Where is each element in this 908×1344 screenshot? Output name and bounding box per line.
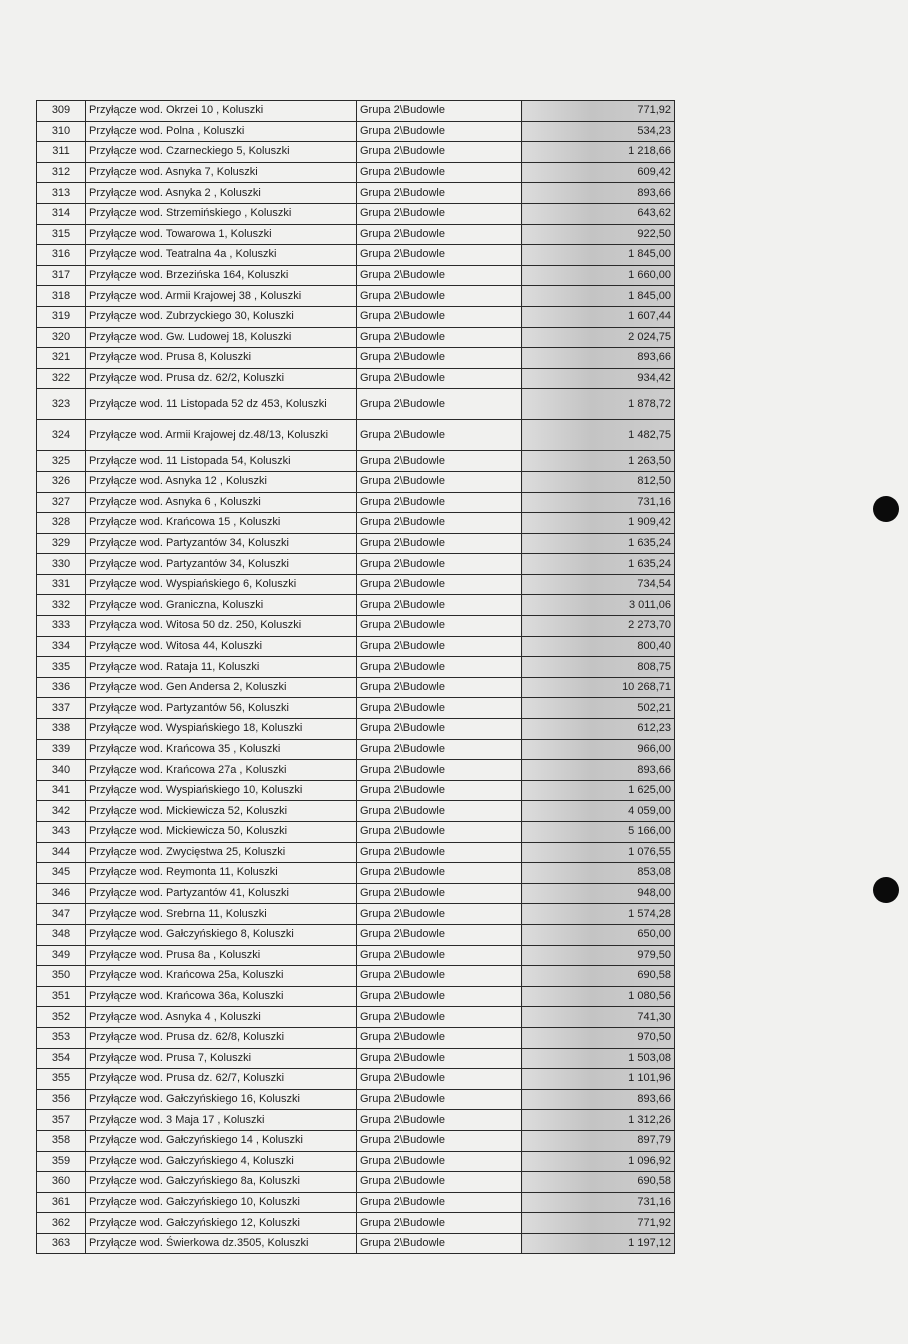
asset-value: 771,92 — [522, 1213, 675, 1234]
asset-value: 1 312,26 — [522, 1110, 675, 1131]
asset-name: Przyłącze wod. Zwycięstwa 25, Koluszki — [86, 842, 357, 863]
asset-value: 731,16 — [522, 492, 675, 513]
row-number: 323 — [37, 389, 86, 420]
asset-name: Przyłącze wod. Partyzantów 34, Koluszki — [86, 533, 357, 554]
asset-name: Przyłącze wod. Prusa dz. 62/7, Koluszki — [86, 1069, 357, 1090]
asset-value: 1 218,66 — [522, 142, 675, 163]
row-number: 313 — [37, 183, 86, 204]
asset-name: Przyłącze wod. Armii Krajowej 38 , Koluszki — [86, 286, 357, 307]
row-number: 314 — [37, 203, 86, 224]
asset-name: Przyłącza wod. Witosa 50 dz. 250, Koluszki — [86, 616, 357, 637]
asset-value: 612,23 — [522, 719, 675, 740]
table-row — [37, 389, 675, 420]
table-row — [37, 986, 675, 1007]
row-number: 340 — [37, 760, 86, 781]
table-row — [37, 183, 675, 204]
asset-name: Przyłącze wod. Brzezińska 164, Koluszki — [86, 265, 357, 286]
asset-value: 966,00 — [522, 739, 675, 760]
asset-name: Przyłącze wod. Witosa 44, Koluszki — [86, 636, 357, 657]
asset-value: 893,66 — [522, 760, 675, 781]
table-row — [37, 1069, 675, 1090]
asset-name: Przyłącze wod. Krańcowa 15 , Koluszki — [86, 513, 357, 534]
asset-group: Grupa 2\Budowle — [357, 1110, 522, 1131]
asset-name: Przyłącze wod. Krańcowa 36a, Koluszki — [86, 986, 357, 1007]
asset-value: 1 101,96 — [522, 1069, 675, 1090]
table-row — [37, 574, 675, 595]
asset-group: Grupa 2\Budowle — [357, 842, 522, 863]
row-number: 354 — [37, 1048, 86, 1069]
asset-name: Przyłącze wod. Partyzantów 34, Koluszki — [86, 554, 357, 575]
row-number: 332 — [37, 595, 86, 616]
row-number: 333 — [37, 616, 86, 637]
asset-value: 5 166,00 — [522, 822, 675, 843]
table-row — [37, 245, 675, 266]
asset-group: Grupa 2\Budowle — [357, 327, 522, 348]
row-number: 348 — [37, 924, 86, 945]
table-row — [37, 286, 675, 307]
asset-name: Przyłącze wod. Armii Krajowej dz.48/13, Koluszki — [86, 420, 357, 451]
table-row — [37, 636, 675, 657]
asset-group: Grupa 2\Budowle — [357, 801, 522, 822]
asset-name: Przyłącze wod. Wyspiańskiego 18, Koluszki — [86, 719, 357, 740]
asset-name: Przyłącze wod. Krańcowa 27a , Koluszki — [86, 760, 357, 781]
row-number: 328 — [37, 513, 86, 534]
asset-name: Przyłącze wod. Gałczyńskiego 4, Koluszki — [86, 1151, 357, 1172]
asset-group: Grupa 2\Budowle — [357, 183, 522, 204]
asset-value: 1 503,08 — [522, 1048, 675, 1069]
asset-name: Przyłącze wod. Gałczyńskiego 10, Koluszki — [86, 1192, 357, 1213]
table-row — [37, 1007, 675, 1028]
table-row — [37, 780, 675, 801]
row-number: 350 — [37, 966, 86, 987]
row-number: 337 — [37, 698, 86, 719]
row-number: 312 — [37, 162, 86, 183]
table-row — [37, 265, 675, 286]
asset-group: Grupa 2\Budowle — [357, 1233, 522, 1254]
asset-group: Grupa 2\Budowle — [357, 1069, 522, 1090]
asset-group: Grupa 2\Budowle — [357, 677, 522, 698]
table-row — [37, 224, 675, 245]
asset-name: Przyłącze wod. Srebrna 11, Koluszki — [86, 904, 357, 925]
asset-value: 609,42 — [522, 162, 675, 183]
row-number: 351 — [37, 986, 86, 1007]
table-row — [37, 677, 675, 698]
asset-name: Przyłącze wod. Asnyka 7, Koluszki — [86, 162, 357, 183]
asset-value: 3 011,06 — [522, 595, 675, 616]
asset-group: Grupa 2\Budowle — [357, 945, 522, 966]
table-row — [37, 801, 675, 822]
asset-group: Grupa 2\Budowle — [357, 616, 522, 637]
asset-group: Grupa 2\Budowle — [357, 420, 522, 451]
table-row — [37, 368, 675, 389]
row-number: 316 — [37, 245, 86, 266]
asset-value: 1 635,24 — [522, 533, 675, 554]
asset-name: Przyłącze wod. Gw. Ludowej 18, Koluszki — [86, 327, 357, 348]
table-row — [37, 420, 675, 451]
asset-group: Grupa 2\Budowle — [357, 924, 522, 945]
asset-value: 1 845,00 — [522, 245, 675, 266]
table-row — [37, 698, 675, 719]
row-number: 349 — [37, 945, 86, 966]
asset-group: Grupa 2\Budowle — [357, 121, 522, 142]
table-row — [37, 595, 675, 616]
asset-name: Przyłącze wod. Mickiewicza 50, Koluszki — [86, 822, 357, 843]
table-row — [37, 1110, 675, 1131]
asset-group: Grupa 2\Budowle — [357, 883, 522, 904]
asset-value: 734,54 — [522, 574, 675, 595]
row-number: 341 — [37, 780, 86, 801]
table-row — [37, 1213, 675, 1234]
row-number: 352 — [37, 1007, 86, 1028]
asset-table — [36, 100, 675, 1254]
table-row — [37, 863, 675, 884]
table-row — [37, 822, 675, 843]
asset-group: Grupa 2\Budowle — [357, 142, 522, 163]
row-number: 331 — [37, 574, 86, 595]
asset-value: 4 059,00 — [522, 801, 675, 822]
asset-name: Przyłącze wod. Krańcowa 25a, Koluszki — [86, 966, 357, 987]
asset-name: Przyłącze wod. Czarneckiego 5, Koluszki — [86, 142, 357, 163]
row-number: 329 — [37, 533, 86, 554]
asset-table-body — [37, 101, 675, 1254]
asset-value: 650,00 — [522, 924, 675, 945]
asset-value: 2 273,70 — [522, 616, 675, 637]
asset-name: Przyłącze wod. Towarowa 1, Koluszki — [86, 224, 357, 245]
asset-name: Przyłącze wod. Polna , Koluszki — [86, 121, 357, 142]
asset-group: Grupa 2\Budowle — [357, 286, 522, 307]
asset-value: 2 024,75 — [522, 327, 675, 348]
asset-value: 948,00 — [522, 883, 675, 904]
asset-value: 979,50 — [522, 945, 675, 966]
asset-value: 534,23 — [522, 121, 675, 142]
row-number: 355 — [37, 1069, 86, 1090]
table-row — [37, 1233, 675, 1254]
row-number: 326 — [37, 471, 86, 492]
asset-group: Grupa 2\Budowle — [357, 719, 522, 740]
asset-name: Przyłącze wod. Zubrzyckiego 30, Koluszki — [86, 306, 357, 327]
asset-name: Przyłącze wod. Gałczyńskiego 8a, Koluszki — [86, 1172, 357, 1193]
asset-group: Grupa 2\Budowle — [357, 636, 522, 657]
asset-value: 1 197,12 — [522, 1233, 675, 1254]
asset-name: Przyłącze wod. Prusa dz. 62/8, Koluszki — [86, 1027, 357, 1048]
asset-value: 800,40 — [522, 636, 675, 657]
asset-name: Przyłącze wod. Okrzei 10 , Koluszki — [86, 101, 357, 122]
asset-group: Grupa 2\Budowle — [357, 698, 522, 719]
asset-value: 897,79 — [522, 1130, 675, 1151]
asset-group: Grupa 2\Budowle — [357, 533, 522, 554]
table-row — [37, 739, 675, 760]
asset-group: Grupa 2\Budowle — [357, 1089, 522, 1110]
asset-name: Przyłącze wod. Reymonta 11, Koluszki — [86, 863, 357, 884]
asset-value: 1 080,56 — [522, 986, 675, 1007]
asset-name: Przyłącze wod. Prusa 8a , Koluszki — [86, 945, 357, 966]
asset-group: Grupa 2\Budowle — [357, 101, 522, 122]
asset-value: 812,50 — [522, 471, 675, 492]
table-row — [37, 1130, 675, 1151]
asset-group: Grupa 2\Budowle — [357, 574, 522, 595]
asset-name: Przyłącze wod. Partyzantów 41, Koluszki — [86, 883, 357, 904]
table-row — [37, 533, 675, 554]
table-row — [37, 142, 675, 163]
asset-name: Przyłącze wod. Partyzantów 56, Koluszki — [86, 698, 357, 719]
row-number: 318 — [37, 286, 86, 307]
asset-group: Grupa 2\Budowle — [357, 986, 522, 1007]
row-number: 325 — [37, 451, 86, 472]
asset-group: Grupa 2\Budowle — [357, 471, 522, 492]
asset-value: 771,92 — [522, 101, 675, 122]
asset-group: Grupa 2\Budowle — [357, 1027, 522, 1048]
row-number: 321 — [37, 348, 86, 369]
table-row — [37, 945, 675, 966]
asset-group: Grupa 2\Budowle — [357, 739, 522, 760]
asset-value: 502,21 — [522, 698, 675, 719]
row-number: 311 — [37, 142, 86, 163]
asset-name: Przyłącze wod. Asnyka 4 , Koluszki — [86, 1007, 357, 1028]
row-number: 338 — [37, 719, 86, 740]
table-row — [37, 451, 675, 472]
row-number: 359 — [37, 1151, 86, 1172]
table-row — [37, 1172, 675, 1193]
table-row — [37, 883, 675, 904]
asset-name: Przyłącze wod. Gałczyńskiego 8, Koluszki — [86, 924, 357, 945]
asset-name: Przyłącze wod. 11 Listopada 54, Koluszki — [86, 451, 357, 472]
asset-value: 1 625,00 — [522, 780, 675, 801]
asset-value: 1 909,42 — [522, 513, 675, 534]
asset-value: 1 482,75 — [522, 420, 675, 451]
row-number: 343 — [37, 822, 86, 843]
asset-name: Przyłącze wod. Rataja 11, Koluszki — [86, 657, 357, 678]
table-row — [37, 554, 675, 575]
asset-group: Grupa 2\Budowle — [357, 1048, 522, 1069]
asset-group: Grupa 2\Budowle — [357, 513, 522, 534]
table-row — [37, 1048, 675, 1069]
asset-group: Grupa 2\Budowle — [357, 1151, 522, 1172]
table-row — [37, 904, 675, 925]
asset-name: Przyłącze wod. Wyspiańskiego 6, Koluszki — [86, 574, 357, 595]
row-number: 344 — [37, 842, 86, 863]
table-row — [37, 513, 675, 534]
asset-group: Grupa 2\Budowle — [357, 265, 522, 286]
asset-group: Grupa 2\Budowle — [357, 368, 522, 389]
asset-group: Grupa 2\Budowle — [357, 224, 522, 245]
asset-group: Grupa 2\Budowle — [357, 389, 522, 420]
asset-group: Grupa 2\Budowle — [357, 760, 522, 781]
table-row — [37, 203, 675, 224]
table-row — [37, 616, 675, 637]
row-number: 347 — [37, 904, 86, 925]
asset-group: Grupa 2\Budowle — [357, 904, 522, 925]
row-number: 360 — [37, 1172, 86, 1193]
asset-name: Przyłącze wod. Świerkowa dz.3505, Koluszki — [86, 1233, 357, 1254]
asset-name: Przyłącze wod. Prusa 7, Koluszki — [86, 1048, 357, 1069]
table-row — [37, 471, 675, 492]
table-row — [37, 327, 675, 348]
asset-name: Przyłącze wod. 11 Listopada 52 dz 453, Koluszki — [86, 389, 357, 420]
table-row — [37, 657, 675, 678]
asset-value: 934,42 — [522, 368, 675, 389]
asset-value: 690,58 — [522, 966, 675, 987]
asset-name: Przyłącze wod. Strzemińskiego , Koluszki — [86, 203, 357, 224]
row-number: 362 — [37, 1213, 86, 1234]
asset-group: Grupa 2\Budowle — [357, 1172, 522, 1193]
row-number: 363 — [37, 1233, 86, 1254]
asset-value: 1 263,50 — [522, 451, 675, 472]
asset-value: 893,66 — [522, 1089, 675, 1110]
asset-value: 1 845,00 — [522, 286, 675, 307]
row-number: 330 — [37, 554, 86, 575]
asset-group: Grupa 2\Budowle — [357, 245, 522, 266]
punch-hole-upper — [873, 496, 899, 522]
asset-name: Przyłącze wod. Graniczna, Koluszki — [86, 595, 357, 616]
asset-group: Grupa 2\Budowle — [357, 162, 522, 183]
table-row — [37, 1192, 675, 1213]
asset-name: Przyłącze wod. Prusa 8, Koluszki — [86, 348, 357, 369]
asset-name: Przyłącze wod. Gałczyńskiego 16, Koluszki — [86, 1089, 357, 1110]
asset-value: 1 635,24 — [522, 554, 675, 575]
asset-name: Przyłącze wod. Asnyka 2 , Koluszki — [86, 183, 357, 204]
table-row — [37, 492, 675, 513]
asset-value: 10 268,71 — [522, 677, 675, 698]
asset-value: 643,62 — [522, 203, 675, 224]
asset-name: Przyłącze wod. Prusa dz. 62/2, Koluszki — [86, 368, 357, 389]
asset-value: 1 574,28 — [522, 904, 675, 925]
asset-group: Grupa 2\Budowle — [357, 822, 522, 843]
asset-group: Grupa 2\Budowle — [357, 1192, 522, 1213]
asset-value: 1 660,00 — [522, 265, 675, 286]
row-number: 356 — [37, 1089, 86, 1110]
row-number: 317 — [37, 265, 86, 286]
table-row — [37, 966, 675, 987]
asset-value: 731,16 — [522, 1192, 675, 1213]
asset-group: Grupa 2\Budowle — [357, 863, 522, 884]
asset-group: Grupa 2\Budowle — [357, 657, 522, 678]
row-number: 346 — [37, 883, 86, 904]
row-number: 357 — [37, 1110, 86, 1131]
asset-group: Grupa 2\Budowle — [357, 1130, 522, 1151]
asset-name: Przyłącze wod. Wyspiańskiego 10, Koluszki — [86, 780, 357, 801]
row-number: 345 — [37, 863, 86, 884]
asset-group: Grupa 2\Budowle — [357, 306, 522, 327]
row-number: 342 — [37, 801, 86, 822]
row-number: 322 — [37, 368, 86, 389]
table-row — [37, 306, 675, 327]
asset-group: Grupa 2\Budowle — [357, 348, 522, 369]
asset-group: Grupa 2\Budowle — [357, 595, 522, 616]
asset-name: Przyłącze wod. Krańcowa 35 , Koluszki — [86, 739, 357, 760]
asset-name: Przyłącze wod. Gałczyńskiego 14 , Koluszki — [86, 1130, 357, 1151]
asset-name: Przyłącze wod. 3 Maja 17 , Koluszki — [86, 1110, 357, 1131]
row-number: 315 — [37, 224, 86, 245]
asset-value: 1 607,44 — [522, 306, 675, 327]
row-number: 327 — [37, 492, 86, 513]
asset-group: Grupa 2\Budowle — [357, 451, 522, 472]
asset-value: 922,50 — [522, 224, 675, 245]
asset-group: Grupa 2\Budowle — [357, 780, 522, 801]
asset-name: Przyłącze wod. Teatralna 4a , Koluszki — [86, 245, 357, 266]
row-number: 310 — [37, 121, 86, 142]
table-row — [37, 162, 675, 183]
row-number: 334 — [37, 636, 86, 657]
asset-value: 741,30 — [522, 1007, 675, 1028]
asset-value: 808,75 — [522, 657, 675, 678]
table-row — [37, 842, 675, 863]
row-number: 335 — [37, 657, 86, 678]
asset-name: Przyłącze wod. Asnyka 12 , Koluszki — [86, 471, 357, 492]
asset-value: 1 076,55 — [522, 842, 675, 863]
asset-group: Grupa 2\Budowle — [357, 966, 522, 987]
row-number: 324 — [37, 420, 86, 451]
row-number: 353 — [37, 1027, 86, 1048]
table-row — [37, 1027, 675, 1048]
row-number: 339 — [37, 739, 86, 760]
asset-name: Przyłącze wod. Mickiewicza 52, Koluszki — [86, 801, 357, 822]
asset-name: Przyłącze wod. Asnyka 6 , Koluszki — [86, 492, 357, 513]
asset-value: 1 096,92 — [522, 1151, 675, 1172]
row-number: 336 — [37, 677, 86, 698]
asset-group: Grupa 2\Budowle — [357, 554, 522, 575]
table-row — [37, 719, 675, 740]
asset-value: 970,50 — [522, 1027, 675, 1048]
row-number: 319 — [37, 306, 86, 327]
asset-value: 853,08 — [522, 863, 675, 884]
asset-value: 1 878,72 — [522, 389, 675, 420]
asset-name: Przyłącze wod. Gen Andersa 2, Koluszki — [86, 677, 357, 698]
row-number: 320 — [37, 327, 86, 348]
row-number: 358 — [37, 1130, 86, 1151]
table-row — [37, 924, 675, 945]
row-number: 309 — [37, 101, 86, 122]
table-row — [37, 760, 675, 781]
asset-value: 893,66 — [522, 183, 675, 204]
asset-group: Grupa 2\Budowle — [357, 1213, 522, 1234]
table-row — [37, 1151, 675, 1172]
table-row — [37, 101, 675, 122]
asset-value: 690,58 — [522, 1172, 675, 1193]
punch-hole-lower — [873, 877, 899, 903]
asset-name: Przyłącze wod. Gałczyńskiego 12, Koluszki — [86, 1213, 357, 1234]
asset-group: Grupa 2\Budowle — [357, 203, 522, 224]
table-row — [37, 1089, 675, 1110]
asset-group: Grupa 2\Budowle — [357, 1007, 522, 1028]
asset-group: Grupa 2\Budowle — [357, 492, 522, 513]
asset-value: 893,66 — [522, 348, 675, 369]
table-row — [37, 348, 675, 369]
row-number: 361 — [37, 1192, 86, 1213]
table-row — [37, 121, 675, 142]
